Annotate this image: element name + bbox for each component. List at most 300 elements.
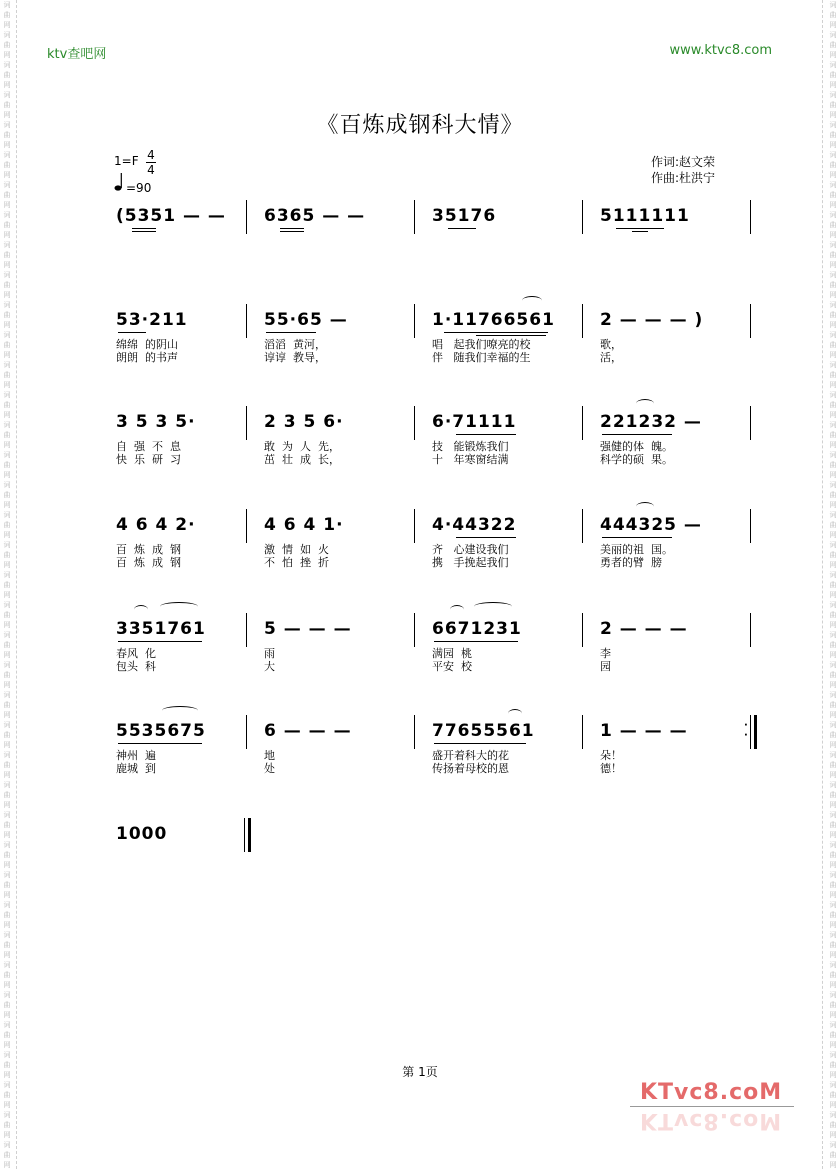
- watermark-char: 词: [829, 991, 837, 999]
- watermark-char: 曲: [829, 191, 837, 199]
- measure-notes: 77655561: [432, 721, 535, 741]
- header-site-url[interactable]: www.ktvc8.com: [669, 43, 772, 58]
- lyric-verse-1: 地: [264, 749, 275, 762]
- watermark-char: 网: [3, 1101, 11, 1109]
- watermark-char: 网: [3, 561, 11, 569]
- watermark-char: 曲: [3, 311, 11, 319]
- watermark-char: 网: [3, 1011, 11, 1019]
- watermark-char: 词: [3, 1141, 11, 1149]
- watermark-char: 曲: [3, 851, 11, 859]
- watermark-char: 网: [829, 471, 837, 479]
- watermark-char: 词: [3, 631, 11, 639]
- watermark-char: 网: [829, 711, 837, 719]
- watermark-char: 词: [829, 391, 837, 399]
- watermark-char: 曲: [829, 251, 837, 259]
- barline: [582, 304, 583, 338]
- measure-notes: 5535675: [116, 721, 206, 741]
- measure-notes: 1·11766561: [432, 310, 555, 330]
- rhythm-underline: [602, 537, 672, 538]
- watermark-char: 网: [3, 981, 11, 989]
- measure: [116, 513, 196, 569]
- measure: [432, 204, 496, 234]
- watermark-char: 词: [3, 1051, 11, 1059]
- watermark-char: 网: [3, 1071, 11, 1079]
- rhythm-underline: [448, 228, 476, 229]
- lyric-verse-1: 李: [600, 647, 611, 660]
- watermark-char: 网: [3, 321, 11, 329]
- watermark-char: 网: [3, 651, 11, 659]
- lyric-verse-1: 盛开着科大的花: [432, 749, 509, 762]
- watermark-char: 网: [3, 411, 11, 419]
- watermark-char: 网: [829, 651, 837, 659]
- watermark-char: 曲: [3, 941, 11, 949]
- song-title: 《百炼成钢科大情》: [316, 113, 524, 138]
- watermark-char: 词: [829, 211, 837, 219]
- measure: [264, 617, 352, 673]
- barline: [414, 406, 415, 440]
- watermark-char: 曲: [829, 1151, 837, 1159]
- measure: [432, 617, 522, 673]
- rhythm-underline: [476, 335, 546, 336]
- lyric-verse-2: 伴 随我们幸福的生: [432, 351, 531, 364]
- measure: [600, 204, 690, 234]
- watermark-char: 曲: [3, 881, 11, 889]
- measure-notes: 1 — — —: [600, 721, 688, 741]
- measure-notes: 6671231: [432, 619, 522, 639]
- measure-notes: (5351 — —: [116, 206, 226, 226]
- watermark-char: 词: [829, 841, 837, 849]
- watermark-char: 曲: [829, 1121, 837, 1129]
- rhythm-underline: [434, 641, 518, 642]
- watermark-char: 网: [829, 201, 837, 209]
- watermark-char: 网: [829, 381, 837, 389]
- measure-notes: 4 6 4 2·: [116, 515, 196, 535]
- watermark-char: 曲: [829, 1091, 837, 1099]
- barline: [582, 200, 583, 234]
- watermark-char: 曲: [3, 1031, 11, 1039]
- time-signature-bottom: 4: [147, 163, 155, 177]
- watermark-char: 曲: [3, 431, 11, 439]
- watermark-char: 网: [3, 351, 11, 359]
- lyric-verse-2: 包头 科: [116, 660, 156, 673]
- watermark-char: 网: [829, 621, 837, 629]
- lyric-verse-2: 处: [264, 762, 275, 775]
- barline: [414, 715, 415, 749]
- watermark-char: 曲: [3, 971, 11, 979]
- watermark-char: 曲: [829, 611, 837, 619]
- lyric-verse-2: 茁 壮 成 长，: [264, 453, 340, 466]
- slur-mark: [636, 399, 654, 408]
- watermark-char: 曲: [829, 911, 837, 919]
- slur-mark: [160, 602, 198, 611]
- watermark-char: 网: [3, 291, 11, 299]
- measure: [600, 513, 702, 569]
- rhythm-underline: [434, 743, 526, 744]
- watermark-char: 词: [3, 421, 11, 429]
- rhythm-underline: [632, 231, 648, 232]
- watermark-char: 词: [829, 301, 837, 309]
- watermark-char: 曲: [829, 371, 837, 379]
- watermark-char: 网: [829, 21, 837, 29]
- watermark-char: 网: [3, 771, 11, 779]
- repeat-barline: [750, 715, 757, 749]
- watermark-char: 网: [829, 921, 837, 929]
- watermark-char: 网: [3, 951, 11, 959]
- measure: [116, 204, 226, 234]
- watermark-char: 词: [3, 271, 11, 279]
- ktvc8-logo: KTvc8.coM: [640, 1080, 783, 1105]
- barline: [414, 613, 415, 647]
- watermark-char: 曲: [829, 281, 837, 289]
- measure-notes: 4 6 4 1·: [264, 515, 344, 535]
- watermark-char: 网: [829, 51, 837, 59]
- lyric-verse-2: 鹿城 到: [116, 762, 156, 775]
- measure: [264, 719, 352, 775]
- rhythm-underline: [444, 332, 548, 333]
- watermark-char: 词: [829, 811, 837, 819]
- watermark-char: 网: [3, 831, 11, 839]
- watermark-char: 曲: [3, 491, 11, 499]
- watermark-char: 曲: [3, 911, 11, 919]
- watermark-char: 词: [3, 991, 11, 999]
- time-signature: [146, 148, 156, 177]
- lyric-verse-1: 美丽的祖 国。: [600, 543, 673, 556]
- measure-notes: 221232 —: [600, 412, 702, 432]
- watermark-char: 词: [829, 601, 837, 609]
- watermark-char: 词: [3, 301, 11, 309]
- measure: [600, 410, 702, 466]
- watermark-char: 网: [829, 771, 837, 779]
- watermark-char: 词: [829, 631, 837, 639]
- barline: [582, 715, 583, 749]
- watermark-char: 词: [829, 661, 837, 669]
- watermark-char: 曲: [3, 581, 11, 589]
- slur-mark: [134, 605, 148, 614]
- watermark-char: 曲: [829, 11, 837, 19]
- watermark-char: 网: [829, 801, 837, 809]
- barline: [750, 406, 751, 440]
- watermark-char: 词: [3, 31, 11, 39]
- measure: [116, 822, 167, 852]
- watermark-char: 网: [829, 1041, 837, 1049]
- barline: [246, 200, 247, 234]
- watermark-char: 网: [829, 111, 837, 119]
- watermark-char: 网: [829, 261, 837, 269]
- measure-notes: 6 — — —: [264, 721, 352, 741]
- rhythm-underline: [602, 434, 672, 435]
- measure: [432, 308, 555, 364]
- measure-notes: 53·211: [116, 310, 188, 330]
- measure-notes: 4·44322: [432, 515, 517, 535]
- watermark-char: 词: [829, 121, 837, 129]
- watermark-char: 词: [829, 901, 837, 909]
- lyric-verse-1: 唱 起我们嘹亮的校: [432, 338, 531, 351]
- watermark-char: 曲: [829, 461, 837, 469]
- watermark-char: 曲: [829, 941, 837, 949]
- watermark-char: 曲: [829, 821, 837, 829]
- watermark-char: 词: [3, 1021, 11, 1029]
- watermark-char: 曲: [829, 1001, 837, 1009]
- measure: [600, 617, 688, 673]
- watermark-char: 网: [829, 981, 837, 989]
- barline: [582, 509, 583, 543]
- lyric-verse-2: 活，: [600, 351, 622, 364]
- key-signature: 1=F: [114, 154, 139, 168]
- measure: [264, 410, 344, 466]
- header-site-name[interactable]: ktv查吧网: [47, 47, 107, 62]
- lyric-verse-2: 百 炼 成 钢: [116, 556, 181, 569]
- watermark-char: 曲: [829, 881, 837, 889]
- watermark-char: 词: [3, 721, 11, 729]
- watermark-char: 网: [829, 891, 837, 899]
- watermark-char: 词: [829, 541, 837, 549]
- watermark-char: 词: [829, 871, 837, 879]
- measure-notes: 1000: [116, 824, 168, 844]
- watermark-char: 网: [829, 321, 837, 329]
- watermark-char: 词: [829, 271, 837, 279]
- watermark-char: 词: [3, 241, 11, 249]
- watermark-char: 网: [3, 21, 11, 29]
- watermark-char: 曲: [3, 131, 11, 139]
- rhythm-underline: [456, 434, 516, 435]
- watermark-char: 网: [3, 471, 11, 479]
- watermark-char: 词: [3, 181, 11, 189]
- watermark-char: 曲: [3, 251, 11, 259]
- barline: [246, 509, 247, 543]
- measure: [116, 719, 206, 775]
- watermark-char: 曲: [3, 731, 11, 739]
- slur-mark: [636, 502, 654, 511]
- measure: [432, 513, 516, 569]
- watermark-char: 曲: [3, 1151, 11, 1159]
- measure: [264, 308, 348, 364]
- watermark-char: 曲: [829, 671, 837, 679]
- lyric-verse-1: 强健的体 魄。: [600, 440, 673, 453]
- watermark-char: 网: [3, 441, 11, 449]
- watermark-char: 词: [3, 211, 11, 219]
- lyric-verse-2: 朗朗 的书声: [116, 351, 178, 364]
- ktvc8-logo-reflection: KTvc8.coM: [640, 1108, 783, 1133]
- watermark-char: 词: [829, 241, 837, 249]
- watermark-char: 曲: [829, 71, 837, 79]
- watermark-char: 词: [829, 781, 837, 789]
- watermark-char: 词: [829, 1111, 837, 1119]
- watermark-char: 网: [829, 741, 837, 749]
- watermark-char: 网: [829, 231, 837, 239]
- rhythm-underline: [118, 641, 202, 642]
- measure-notes: 2 — — — ): [600, 310, 704, 330]
- lyric-verse-1: 激 情 如 火: [264, 543, 329, 556]
- lyric-verse-1: 神州 遍: [116, 749, 156, 762]
- watermark-char: 网: [829, 1131, 837, 1139]
- lyric-verse-1: 技 能锻炼我们: [432, 440, 509, 453]
- barline: [750, 304, 751, 338]
- watermark-char: 网: [829, 141, 837, 149]
- rhythm-underline: [132, 228, 156, 229]
- right-dashed-border: [822, 0, 823, 1169]
- measure: [600, 719, 688, 775]
- slur-mark: [474, 602, 512, 611]
- watermark-char: 词: [829, 1, 837, 9]
- watermark-char: 词: [3, 331, 11, 339]
- watermark-char: 曲: [3, 11, 11, 19]
- watermark-char: 词: [3, 1081, 11, 1089]
- watermark-char: 词: [829, 931, 837, 939]
- watermark-char: 词: [3, 481, 11, 489]
- watermark-char: 网: [3, 801, 11, 809]
- watermark-char: 网: [829, 1071, 837, 1079]
- watermark-char: 网: [829, 1161, 837, 1169]
- rhythm-underline: [118, 332, 146, 333]
- watermark-char: 曲: [829, 971, 837, 979]
- lyricist-credit: 作词:赵文荣: [651, 155, 716, 169]
- quarter-note-icon: [114, 172, 124, 192]
- lyric-verse-1: 自 强 不 息: [116, 440, 181, 453]
- slur-mark: [508, 709, 522, 718]
- watermark-char: 网: [3, 711, 11, 719]
- watermark-char: 词: [3, 691, 11, 699]
- watermark-char: 词: [3, 901, 11, 909]
- watermark-char: 词: [3, 811, 11, 819]
- watermark-char: 网: [3, 261, 11, 269]
- barline: [246, 715, 247, 749]
- lyric-verse-2: 勇者的臂 膀: [600, 556, 662, 569]
- lyric-verse-2: 快 乐 研 习: [116, 453, 181, 466]
- watermark-char: 词: [3, 1111, 11, 1119]
- lyric-verse-2: 园: [600, 660, 611, 673]
- watermark-char: 词: [829, 571, 837, 579]
- watermark-char: 网: [3, 111, 11, 119]
- barline: [246, 304, 247, 338]
- watermark-char: 词: [829, 1051, 837, 1059]
- barline: [750, 200, 751, 234]
- watermark-char: 网: [3, 171, 11, 179]
- watermark-char: 词: [3, 451, 11, 459]
- watermark-char: 网: [829, 171, 837, 179]
- barline: [414, 304, 415, 338]
- measure: [432, 719, 535, 775]
- watermark-char: 曲: [3, 191, 11, 199]
- watermark-char: 曲: [3, 761, 11, 769]
- watermark-char: 网: [3, 921, 11, 929]
- measure: [600, 308, 703, 364]
- watermark-char: 曲: [829, 551, 837, 559]
- watermark-char: 网: [3, 141, 11, 149]
- watermark-char: 曲: [3, 1001, 11, 1009]
- watermark-char: 网: [3, 1161, 11, 1169]
- watermark-char: 词: [829, 1081, 837, 1089]
- measure: [264, 513, 344, 569]
- watermark-char: 网: [829, 591, 837, 599]
- barline: [414, 509, 415, 543]
- watermark-char: 曲: [3, 71, 11, 79]
- watermark-char: 曲: [3, 161, 11, 169]
- slur-mark: [162, 706, 198, 715]
- watermark-char: 网: [3, 621, 11, 629]
- watermark-char: 词: [3, 511, 11, 519]
- watermark-char: 词: [829, 511, 837, 519]
- watermark-char: 词: [3, 931, 11, 939]
- watermark-char: 曲: [829, 161, 837, 169]
- watermark-char: 网: [829, 1011, 837, 1019]
- watermark-char: 网: [3, 201, 11, 209]
- watermark-char: 曲: [3, 791, 11, 799]
- watermark-char: 曲: [829, 581, 837, 589]
- watermark-char: 词: [829, 151, 837, 159]
- lyric-verse-1: 敢 为 人 先，: [264, 440, 340, 453]
- watermark-char: 词: [829, 691, 837, 699]
- barline: [750, 613, 751, 647]
- lyric-verse-1: 齐 心建设我们: [432, 543, 509, 556]
- lyric-verse-2: 谆谆 教导，: [264, 351, 326, 364]
- page-number: 第 1页: [402, 1065, 438, 1079]
- measure-notes: 6365 — —: [264, 206, 366, 226]
- watermark-char: 曲: [829, 41, 837, 49]
- watermark-char: 曲: [3, 641, 11, 649]
- watermark-char: 网: [829, 951, 837, 959]
- watermark-char: 词: [3, 661, 11, 669]
- watermark-char: 词: [3, 601, 11, 609]
- watermark-char: 网: [3, 531, 11, 539]
- rhythm-underline: [118, 743, 202, 744]
- watermark-char: 词: [829, 181, 837, 189]
- watermark-char: 曲: [829, 101, 837, 109]
- left-watermark-strip: [2, 0, 12, 1169]
- lyric-verse-2: 德！: [600, 762, 622, 775]
- watermark-char: 词: [3, 841, 11, 849]
- watermark-char: 网: [829, 351, 837, 359]
- watermark-char: 曲: [3, 401, 11, 409]
- watermark-char: 网: [3, 1041, 11, 1049]
- watermark-char: 网: [3, 681, 11, 689]
- measure-notes: 5111111: [600, 206, 690, 226]
- watermark-char: 词: [3, 781, 11, 789]
- watermark-char: 曲: [3, 611, 11, 619]
- barline: [414, 200, 415, 234]
- watermark-char: 曲: [829, 431, 837, 439]
- measure-notes: 3351761: [116, 619, 206, 639]
- watermark-char: 词: [3, 1, 11, 9]
- watermark-char: 曲: [829, 761, 837, 769]
- watermark-char: 词: [829, 61, 837, 69]
- watermark-char: 曲: [3, 41, 11, 49]
- watermark-char: 词: [829, 961, 837, 969]
- watermark-char: 曲: [829, 521, 837, 529]
- watermark-char: 曲: [3, 671, 11, 679]
- watermark-char: 网: [3, 741, 11, 749]
- measure-notes: 5 — — —: [264, 619, 352, 639]
- watermark-char: 网: [829, 561, 837, 569]
- lyric-verse-2: 平安 校: [432, 660, 472, 673]
- watermark-char: 词: [829, 481, 837, 489]
- barline: [246, 406, 247, 440]
- slur-mark: [450, 605, 464, 614]
- watermark-char: 曲: [3, 551, 11, 559]
- watermark-char: 网: [829, 441, 837, 449]
- lyric-verse-1: 百 炼 成 钢: [116, 543, 181, 556]
- watermark-char: 曲: [829, 1061, 837, 1069]
- barline: [582, 613, 583, 647]
- watermark-char: 词: [829, 1141, 837, 1149]
- watermark-char: 词: [3, 751, 11, 759]
- credits: [651, 154, 715, 186]
- watermark-char: 网: [829, 681, 837, 689]
- logo-underline: [630, 1106, 794, 1107]
- watermark-char: 网: [829, 411, 837, 419]
- watermark-char: 曲: [829, 131, 837, 139]
- tempo-marking: =90: [126, 181, 152, 195]
- watermark-char: 曲: [3, 461, 11, 469]
